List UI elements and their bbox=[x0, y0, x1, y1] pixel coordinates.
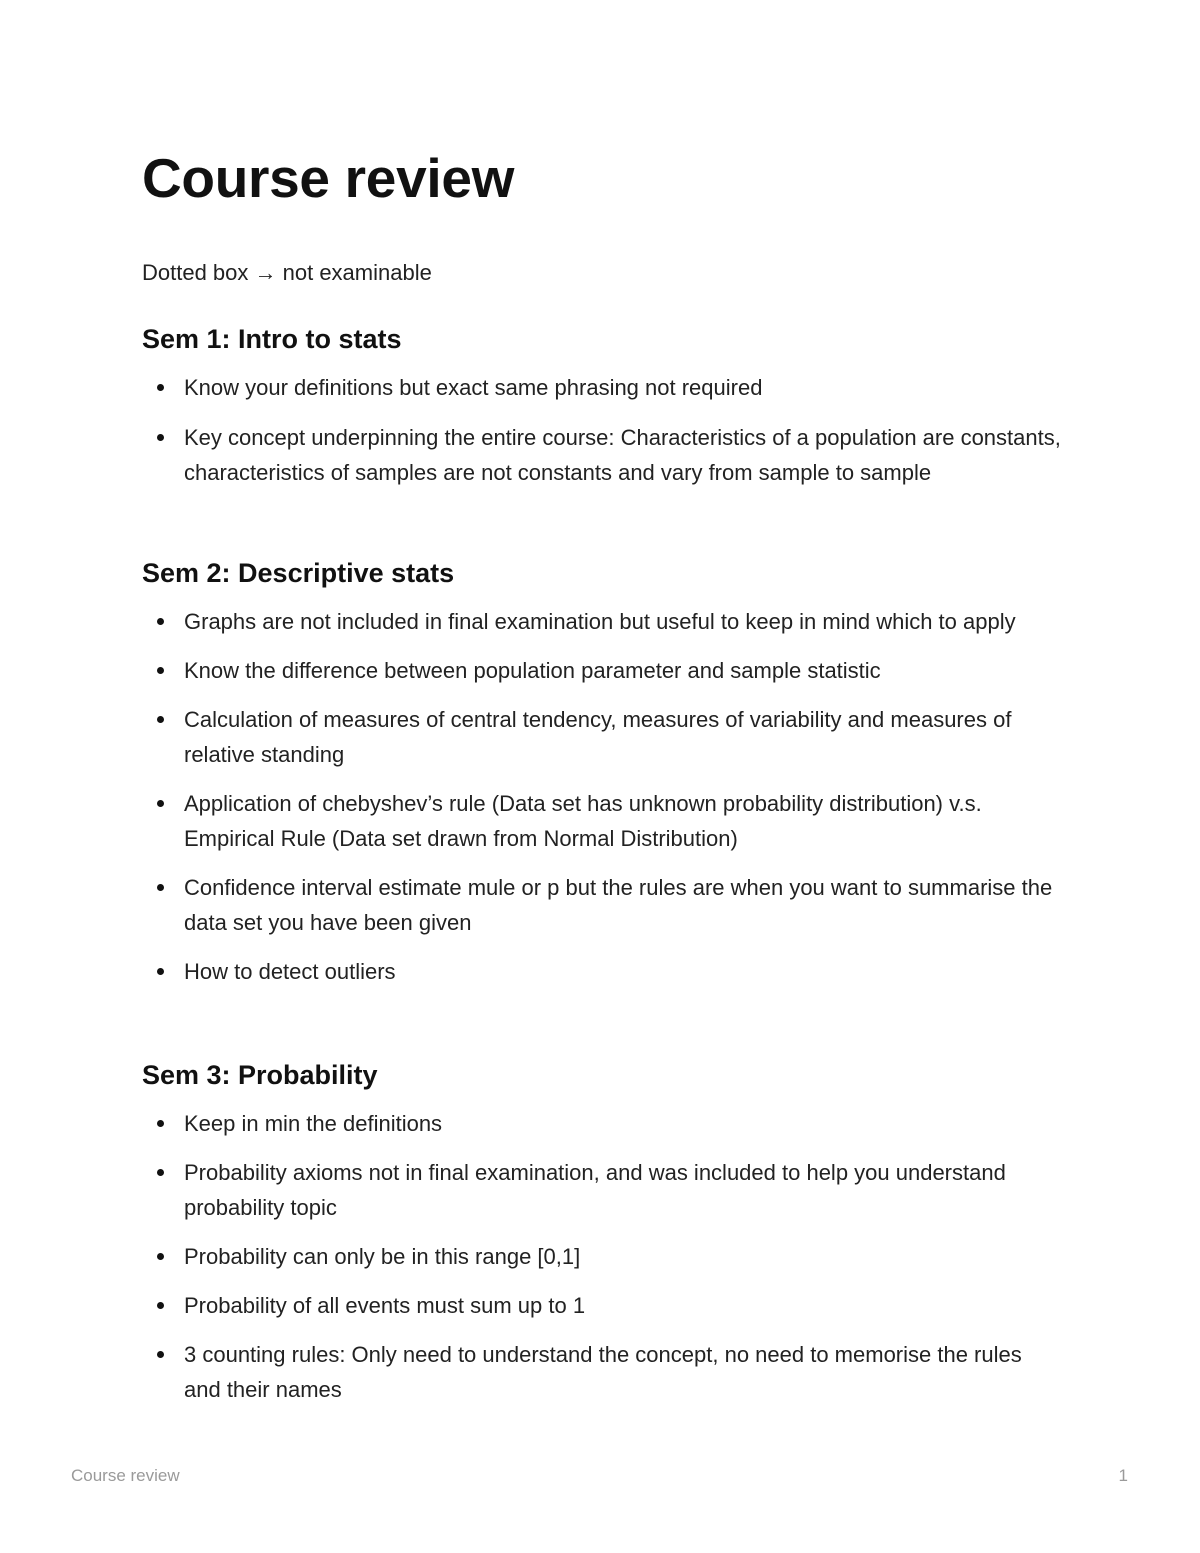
list-item: Know the difference between population parameter and sample statistic bbox=[142, 653, 1062, 688]
section-intro-to-stats bbox=[142, 322, 1062, 490]
list-item: Calculation of measures of central tendency, measures of variability and measures of relative standing bbox=[142, 702, 1062, 772]
list-item: How to detect outliers bbox=[142, 954, 1062, 989]
page-title: Course review bbox=[142, 147, 515, 209]
bullet-list bbox=[142, 1106, 1062, 1407]
list-item: Know your definitions but exact same phrasing not required bbox=[142, 370, 1062, 405]
list-item: Application of chebyshev’s rule (Data set has unknown probability distribution) v.s. Empirical Rule (Data set drawn from Normal Distribution) bbox=[142, 786, 1062, 856]
bullet-list bbox=[142, 370, 1062, 490]
list-item: 3 counting rules: Only need to understand the concept, no need to memorise the rules and their names bbox=[142, 1337, 1062, 1407]
examinable-note: Dotted box → not examinable bbox=[142, 260, 432, 285]
section-heading: Sem 1: Intro to stats bbox=[142, 324, 402, 354]
section-probability bbox=[142, 1058, 1062, 1407]
list-item: Graphs are not included in final examination but useful to keep in mind which to apply bbox=[142, 604, 1062, 639]
list-item: Confidence interval estimate mule or p but the rules are when you want to summarise the data set you have been given bbox=[142, 870, 1062, 940]
footer-title: Course review bbox=[71, 1466, 180, 1485]
list-item: Keep in min the definitions bbox=[142, 1106, 1062, 1141]
list-item: Probability axioms not in final examination, and was included to help you understand probability topic bbox=[142, 1155, 1062, 1225]
section-descriptive-stats bbox=[142, 556, 1062, 989]
section-heading: Sem 3: Probability bbox=[142, 1060, 378, 1090]
page-number: 1 bbox=[1118, 1466, 1128, 1485]
list-item: Key concept underpinning the entire course: Characteristics of a population are constants, characteristics of samples are not constants and vary from sample to sample bbox=[142, 420, 1062, 490]
list-item: Probability can only be in this range [0,1] bbox=[142, 1239, 1062, 1274]
list-item: Probability of all events must sum up to 1 bbox=[142, 1288, 1062, 1323]
bullet-list bbox=[142, 604, 1062, 989]
section-heading: Sem 2: Descriptive stats bbox=[142, 558, 455, 588]
